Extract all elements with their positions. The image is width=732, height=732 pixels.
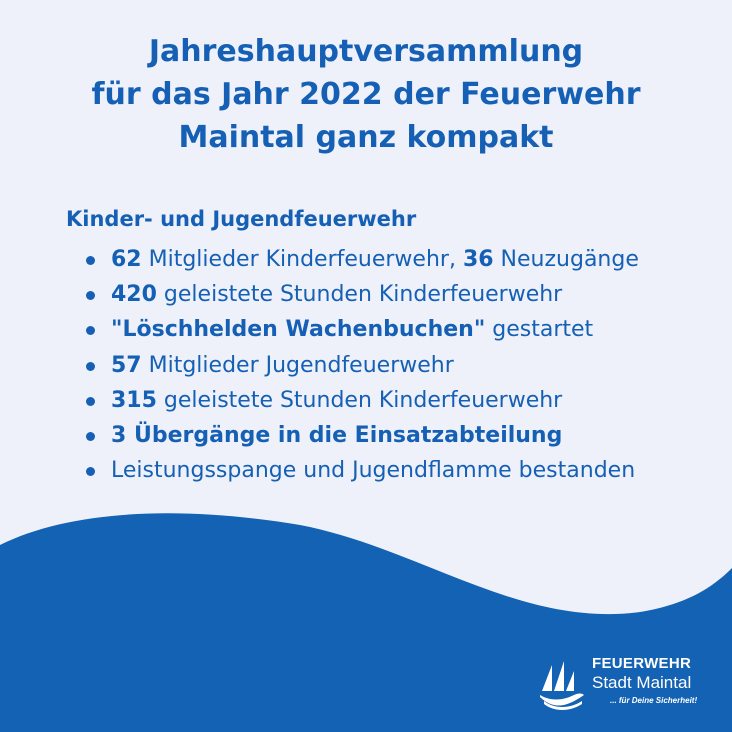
item-highlight: 57 [111, 352, 142, 378]
item-highlight: "Löschhelden Wachenbuchen" [111, 317, 486, 343]
logo-tagline: ... für Deine Sicherheit! [610, 696, 698, 705]
list-item [84, 383, 639, 418]
item-text: geleistete Stunden Kinderfeuerwehr [156, 387, 563, 413]
item-text: Mitglieder Jugendfeuerwehr [141, 352, 454, 378]
list-item [84, 312, 639, 347]
item-text: Leistungsspange und Jugendflamme bestanden [111, 458, 636, 484]
item-text: Mitglieder Kinderfeuerwehr, [141, 247, 463, 272]
item-highlight: 420 [111, 282, 157, 308]
feuerwehr-logo-icon [538, 657, 586, 711]
item-highlight-2: 36 [462, 247, 494, 272]
feuerwehr-logo [538, 655, 724, 715]
list-item [84, 242, 639, 277]
list-item [84, 348, 639, 383]
logo-line-2: Stadt Maintal [592, 673, 692, 692]
item-text-2: Neuzugänge [493, 247, 639, 272]
item-highlight: 3 Übergänge in die Einsatzabteilung [111, 422, 563, 448]
list-item [84, 418, 639, 453]
logo-line-1: FEUERWEHR [592, 655, 692, 672]
title-line-1: Jahreshauptversammlung [148, 34, 584, 69]
title-line-2: für das Jahr 2022 der Feuerwehr [91, 77, 641, 112]
section-heading: Kinder- und Jugendfeuerwehr [66, 207, 417, 231]
item-text: geleistete Stunden Kinderfeuerwehr [156, 282, 563, 308]
item-highlight: 62 [111, 247, 142, 272]
item-highlight: 315 [111, 387, 157, 413]
page-title [0, 30, 732, 159]
stats-list [84, 242, 639, 488]
title-line-3: Maintal ganz kompakt [178, 120, 554, 155]
list-item [84, 277, 639, 312]
item-text: gestartet [485, 317, 594, 343]
list-item [84, 453, 639, 488]
